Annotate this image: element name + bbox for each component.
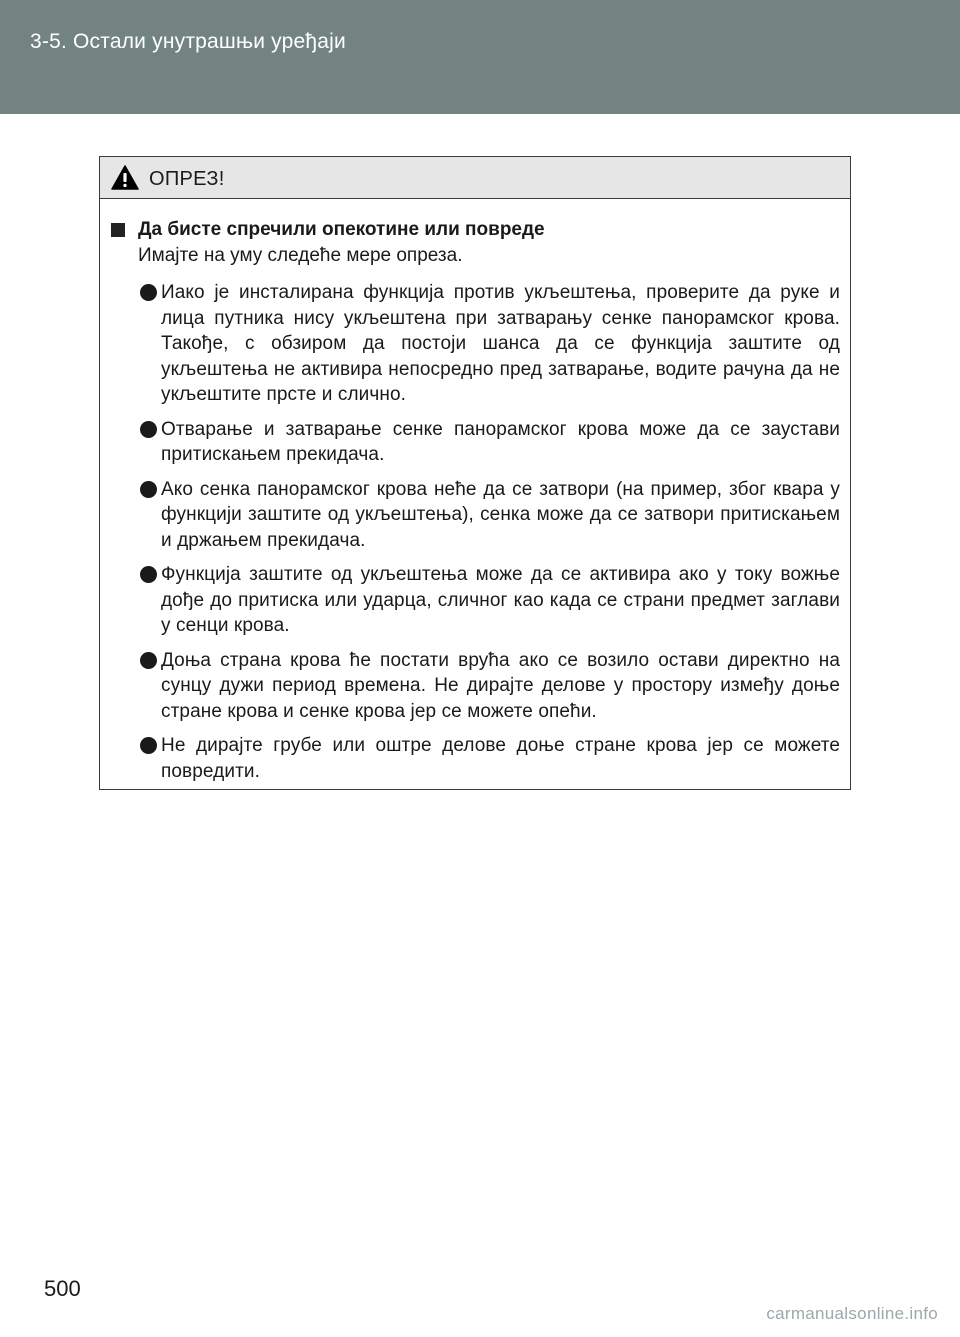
header-band [0,0,960,114]
section-intro: Имајте на уму следеће мере опреза. [138,245,463,266]
list-item-text: Ако сенка панорамског крова неће да се затвори (на пример, због квара у функцији заштите од укљештења), сенка може да се затвори притискањем и држањем прекидача. [161,478,840,551]
caution-list [140,280,840,784]
bullet-dot-icon [140,566,157,583]
bullet-dot-icon [140,481,157,498]
caution-title: ОПРЕЗ! [149,168,225,190]
bullet-dot-icon [140,421,157,438]
caution-header [100,157,850,199]
list-item-text: Отварање и затварање сенке панорамског крова може да се заустави притискањем прекидача. [161,418,840,465]
bullet-dot-icon [140,737,157,754]
list-item-text: Иако је инсталирана функција против укљештења, проверите да руке и лица путника нису укљештена при затварању сенке панорамског крова. Такође, с обзиром да постоји шанса да се функција заштите од укљештења не активира непосредно пред затварање, водите рачуна да не укљештите прсте и слично. [161,282,840,405]
list-item-text: Функција заштите од укљештења може да се активира ако у току вожње дође до притиска или ударца, сличног као када се страни предмет заглави у сенци крова. [161,564,840,636]
list-item [140,280,840,408]
watermark-link[interactable]: carmanualsonline.info [766,1304,938,1323]
list-item [140,417,840,468]
bullet-dot-icon [140,284,157,301]
section-heading [110,217,840,242]
section-header-title: 3-5. Остали унутрашњи уређаји [30,30,346,53]
list-item [140,648,840,725]
list-item-text: Доња страна крова ће постати врућа ако се возило остави директно на сунцу дужи период времена. Не дирајте делове у простору између доње стране крова и сенке крова јер се можете опећи. [161,649,840,722]
bullet-dot-icon [140,652,157,669]
caution-box [99,156,851,790]
warning-triangle-icon [111,165,139,190]
list-item [140,477,840,554]
section-title: Да бисте спречили опекотине или повреде [138,219,545,240]
list-item [140,562,840,639]
page-number: 500 [44,1276,81,1301]
list-item [140,733,840,784]
square-bullet-icon [111,223,125,237]
list-item-text: Не дирајте грубе или оштре делове доње стране крова јер се можете повредити. [161,735,840,782]
caution-body [100,199,850,784]
